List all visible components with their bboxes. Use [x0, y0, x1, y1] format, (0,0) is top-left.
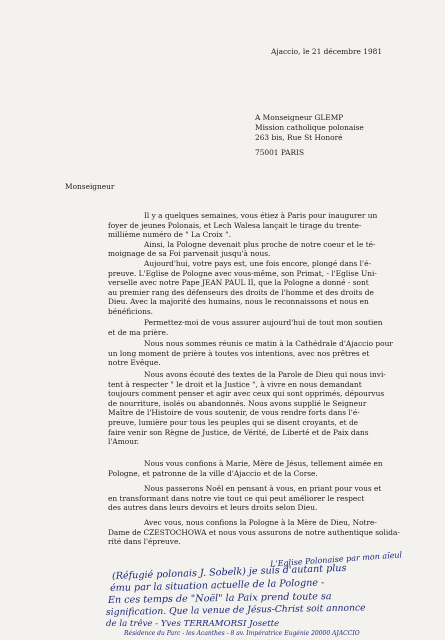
paragraph-5: [108, 370, 408, 447]
paragraph-1: [108, 211, 408, 259]
paragraph-7: [108, 484, 408, 513]
text-line: un long moment de prière à toutes vos intentions, avec nos prêtres et: [108, 348, 370, 358]
text-line: Il y a quelques semaines, vous étiez à Paris pour inaugurer un: [144, 211, 378, 220]
text-line: preuve, lumière pour tous les peuples qui se disent croyants, et de: [108, 417, 359, 427]
text-line: Avec vous, nous confions la Pologne à la Mère de Dieu, Notre-: [144, 518, 377, 527]
text-line: millième numéro de " La Croix ".: [108, 230, 231, 240]
handwritten-line-1: (Réfugié polonais J. Sobelk) je suis d'autant plus: [111, 562, 347, 582]
text-line: faire venir son Règne de Justice, de Vérité, de Liberté et de Paix dans: [108, 427, 369, 437]
handwritten-line-3: En ces temps de "Noël" la Paix prend toute sa: [107, 591, 332, 606]
text-line: et de ma prière.: [108, 327, 169, 337]
text-line: l'Amour.: [108, 437, 140, 447]
addressee-line-2: Mission catholique polonaise: [255, 123, 364, 132]
text-line: Nous nous sommes réunis ce matin à la Cathédrale d'Ajaccio pour: [144, 339, 393, 348]
text-line: des autres dans leurs devoirs et leurs droits selon Dieu.: [108, 503, 318, 513]
text-line: tent à respecter " le droit et la Justice ", à vivre en nous demandant: [108, 379, 362, 389]
text-line: foyer de jeunes Polonais, et Lech Walesa lançait le tirage du trente-: [108, 220, 362, 230]
addressee-line-3: 263 bis, Rue St Honoré: [255, 133, 343, 142]
text-line: Aujourd'hui, votre pays est, une fois encore, plongé dans l'é-: [144, 259, 371, 268]
text-line: Ainsi, la Pologne devenait plus proche de notre coeur et le té-: [144, 239, 376, 249]
handwritten-line-4: signification. Que la venue de Jésus-Christ soit annonce: [105, 602, 366, 618]
paragraph-8: [108, 518, 408, 547]
text-line: de nourriture, isolés ou abandonnés. Nous avons supplié le Seigneur: [108, 398, 367, 408]
text-line: notre Evêque.: [108, 358, 161, 368]
handwritten-line-5: de la trêve - Yves TERRAMORSI Josette: [106, 619, 280, 629]
text-line: Dame de CZESTOCHOWA et nous vous assurons de notre authentique solida-: [108, 527, 400, 537]
paragraph-4: [108, 339, 408, 368]
handwritten-closing: L'Eglise Polonaise par mon aïeul: [269, 550, 403, 569]
text-line: Nous vous confions à Marie, Mère de Jésus, tellement aimée en: [144, 459, 383, 468]
text-line: Nous passerons Noël en pensant à vous, en priant pour vous et: [144, 484, 382, 493]
text-line: Maître de l'Histoire de vous soutenir, de vous rendre forts dans l'é-: [108, 408, 360, 418]
paragraph-6: [108, 459, 408, 478]
text-line: en transformant dans notre vie tout ce qui peut améliorer le respect: [108, 493, 365, 503]
text-line: rité dans l'épreuve.: [108, 537, 181, 547]
salutation: Monseigneur: [65, 182, 115, 191]
text-line: Dieu. Avec la majorité des humains, nous le reconnaissons et nous en: [108, 297, 369, 307]
addressee-line-4: 75001 PARIS: [255, 148, 305, 157]
text-line: verselle avec notre Pape JEAN PAUL II, que la Pologne a donné - sont: [108, 278, 369, 288]
handwritten-footer: Résidence du Parc - les Acanthes - 8 av. Impératrice Eugénie 20000 AJACCIO: [124, 630, 360, 637]
text-line: bénéficions.: [108, 306, 154, 316]
paragraph-2: [108, 259, 408, 317]
text-line: Pologne, et patronne de la ville d'Ajaccio et de la Corse.: [108, 468, 318, 478]
text-line: moignage de sa Foi parvenait jusqu'à nous.: [108, 249, 271, 259]
text-line: Permettez-moi de vous assurer aujourd'hui de tout mon soutien: [144, 318, 383, 327]
text-line: preuve. L'Eglise de Pologne avec vous-même, son Primat, - l'Eglise Uni-: [108, 268, 377, 278]
paragraph-3: [108, 318, 408, 337]
addressee-line-1: A Monseigneur GLEMP: [255, 113, 344, 122]
text-line: au premier rang des défenseurs des droits de l'homme et des droits de: [108, 287, 374, 297]
text-line: Nous avons écouté des textes de la Parole de Dieu qui nous invi-: [144, 370, 386, 379]
date-line: Ajaccio, le 21 décembre 1981: [271, 47, 383, 56]
handwritten-line-2: ému par la situation actuelle de la Pologne -: [109, 577, 325, 594]
text-line: toujours comment penser et agir avec ceux qui sont opprimés, dépourvus: [108, 389, 385, 399]
